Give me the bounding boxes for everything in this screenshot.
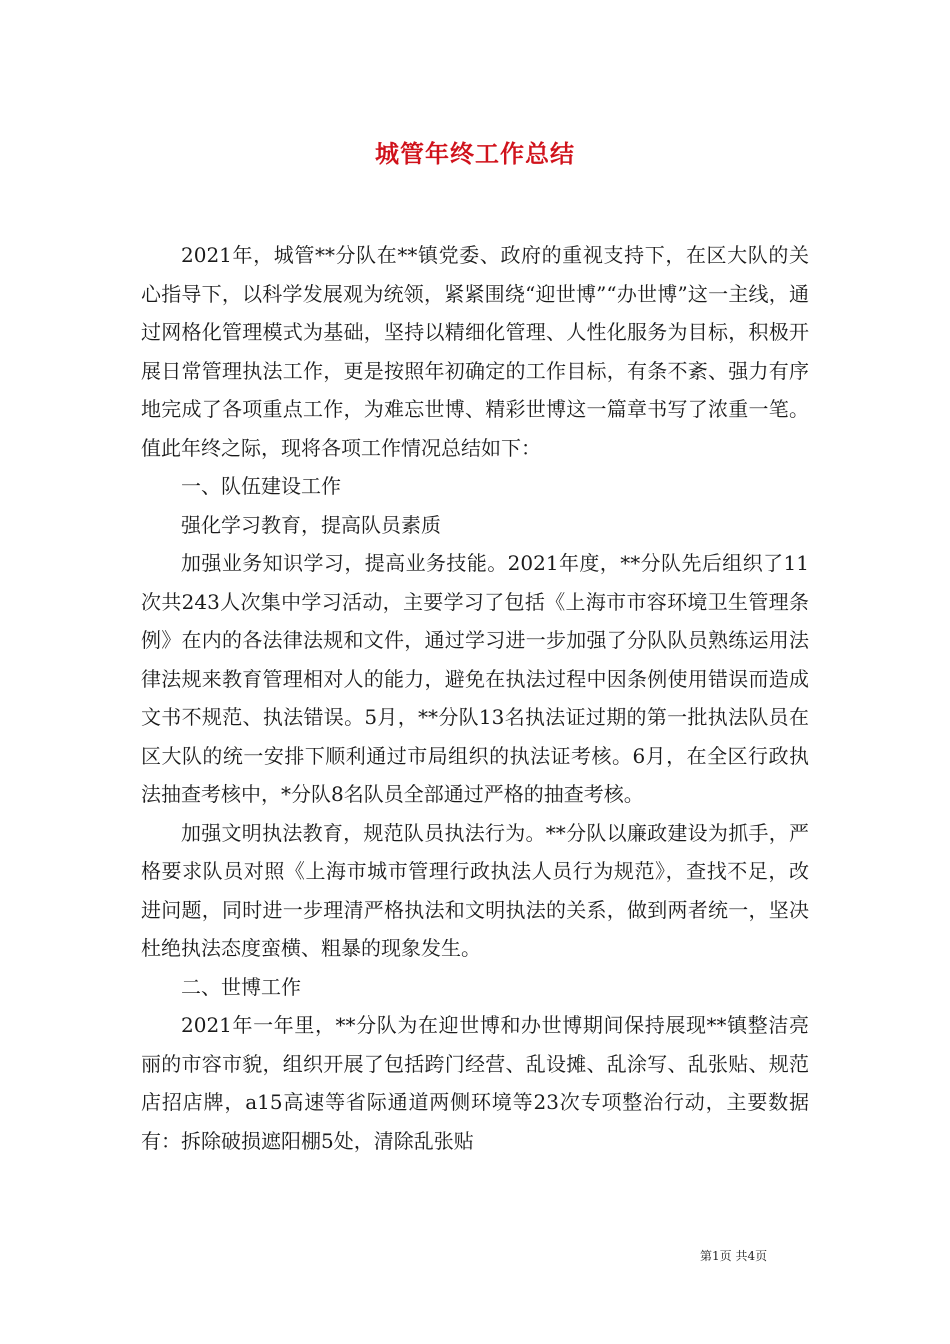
paragraph-expo-actions: 2021年一年里，**分队为在迎世博和办世博期间保持展现**镇整洁亮丽的市容市貌，组织开展了包括跨门经营、乱设摊、乱涂写、乱张贴、规范店招店牌，a15高速等省际通道两侧环境等23次专项整治行动，主要数据有：拆除破损遮阳棚5处，清除乱张贴 (141, 1013, 809, 1153)
footer-prefix: 第 (700, 1249, 713, 1263)
section-heading-team-building: 一、队伍建设工作 (181, 474, 341, 498)
subsection-heading-education: 强化学习教育，提高队员素质 (181, 512, 441, 537)
footer-page-number: 1 (712, 1249, 720, 1263)
document-title: 城管年终工作总结 (375, 139, 575, 168)
footer-suffix: 页 (755, 1249, 768, 1263)
document-body (141, 236, 809, 1160)
page-number-footer (700, 1247, 767, 1264)
paragraph-business-study: 加强业务知识学习，提高业务技能。2021年度，**分队先后组织了11次共243人次集中学习活动，主要学习了包括《上海市市容环境卫生管理条例》在内的各法律法规和文件，通过学习进一步加强了分队队员熟练运用法律法规来教育管理相对人的能力，避免在执法过程中因条例使用错误而造成文书不规范、执法错误。5月，**分队13名执法证过期的第一批执法队员在区大队的统一安排下顺利通过市局组织的执法证考核。6月，在全区行政执法抽查考核中，*分队8名队员全部通过严格的抽查考核。 (141, 551, 809, 806)
footer-total-pages: 4 (747, 1249, 756, 1263)
footer-middle: 页 共 (719, 1249, 748, 1263)
section-heading-expo-work: 二、世博工作 (181, 974, 301, 999)
paragraph-civilized-enforcement: 加强文明执法教育，规范队员执法行为。**分队以廉政建设为抓手，严格要求队员对照《上海市城市管理行政执法人员行为规范》，查找不足，改进问题，同时进一步理清严格执法和文明执法的关系，做到两者统一，坚决杜绝执法态度蛮横、粗暴的现象发生。 (141, 820, 809, 960)
paragraph-intro: 2021年，城管**分队在**镇党委、政府的重视支持下，在区大队的关心指导下，以科学发展观为统领，紧紧围绕“迎世博”“办世博”这一主线，通过网格化管理模式为基础，坚持以精细化管理、人性化服务为目标，积极开展日常管理执法工作，更是按照年初确定的工作目标，有条不紊、强力有序地完成了各项重点工作，为难忘世博、精彩世博这一篇章书写了浓重一笔。值此年终之际，现将各项工作情况总结如下： (141, 243, 809, 460)
